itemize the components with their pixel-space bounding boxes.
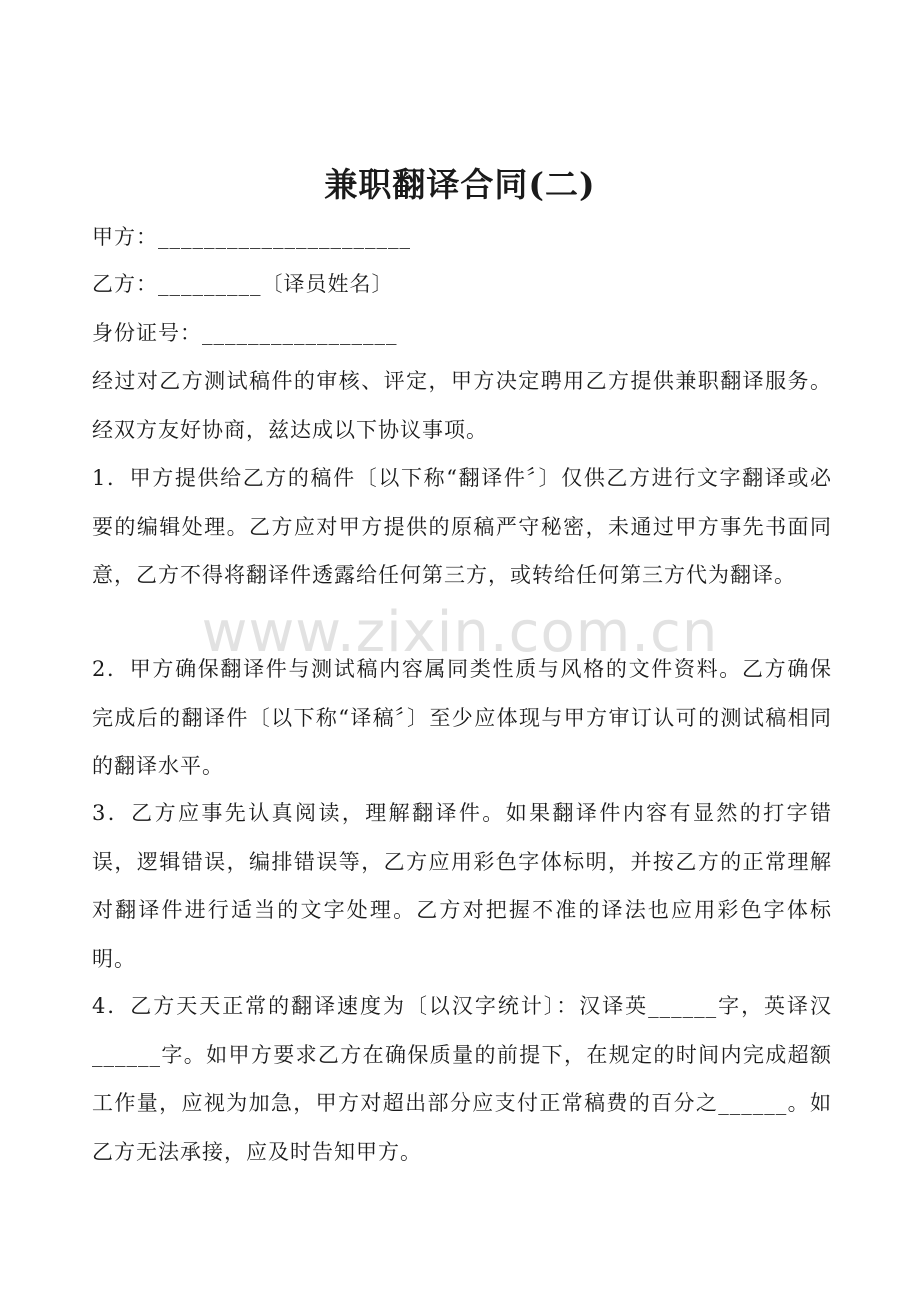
party-b-line: [92, 269, 394, 299]
clause-3: 3．乙方应事先认真阅读，理解翻译件。如果翻译件内容有显然的打字错误，逻辑错误，编排错误等，乙方应用彩色字体标明，并按乙方的正常理解对翻译件进行适当的文字处理。乙方对把握不准的译法也应用彩色字体标明。: [92, 801, 832, 971]
id-number-blank: _________________: [202, 321, 398, 345]
party-a-blank: ______________________: [158, 225, 411, 249]
party-b-blank: _________: [158, 272, 262, 296]
party-b-label: 乙方：: [92, 272, 158, 296]
party-b-note: 〔译员姓名〕: [261, 272, 394, 296]
clause-2: 2．甲方确保翻译件与测试稿内容属同类性质与风格的文件资料。乙方确保完成后的翻译件〔以下称“译稿〞〕至少应体现与甲方审订认可的测试稿相同的翻译水平。: [92, 657, 832, 778]
document-title: 兼职翻译合同(二): [324, 165, 596, 204]
clause-4: 4．乙方天天正常的翻译速度为〔以汉字统计〕：汉译英______字，英译汉______字。如甲方要求乙方在确保质量的前提下，在规定的时间内完成超额工作量，应视为加急，甲方对超出部分应支付正常稿费的百分之______。如乙方无法承接，应及时告知甲方。: [92, 994, 832, 1164]
intro-paragraph: 经过对乙方测试稿件的审核、评定，甲方决定聘用乙方提供兼职翻译服务。经双方友好协商，兹达成以下协议事项。: [92, 369, 832, 442]
watermark: www.zixin.com.cn: [201, 600, 719, 665]
clause-1: 1．甲方提供给乙方的稿件〔以下称“翻译件〞〕仅供乙方进行文字翻译或必要的编辑处理。乙方应对甲方提供的原稿严守秘密，未通过甲方事先书面同意，乙方不得将翻译件透露给任何第三方，或转给任何第三方代为翻译。: [92, 466, 832, 587]
party-a-line: [92, 222, 411, 252]
id-number-line: [92, 318, 398, 348]
id-number-label: 身份证号：: [92, 321, 202, 345]
party-a-label: 甲方：: [92, 225, 158, 249]
